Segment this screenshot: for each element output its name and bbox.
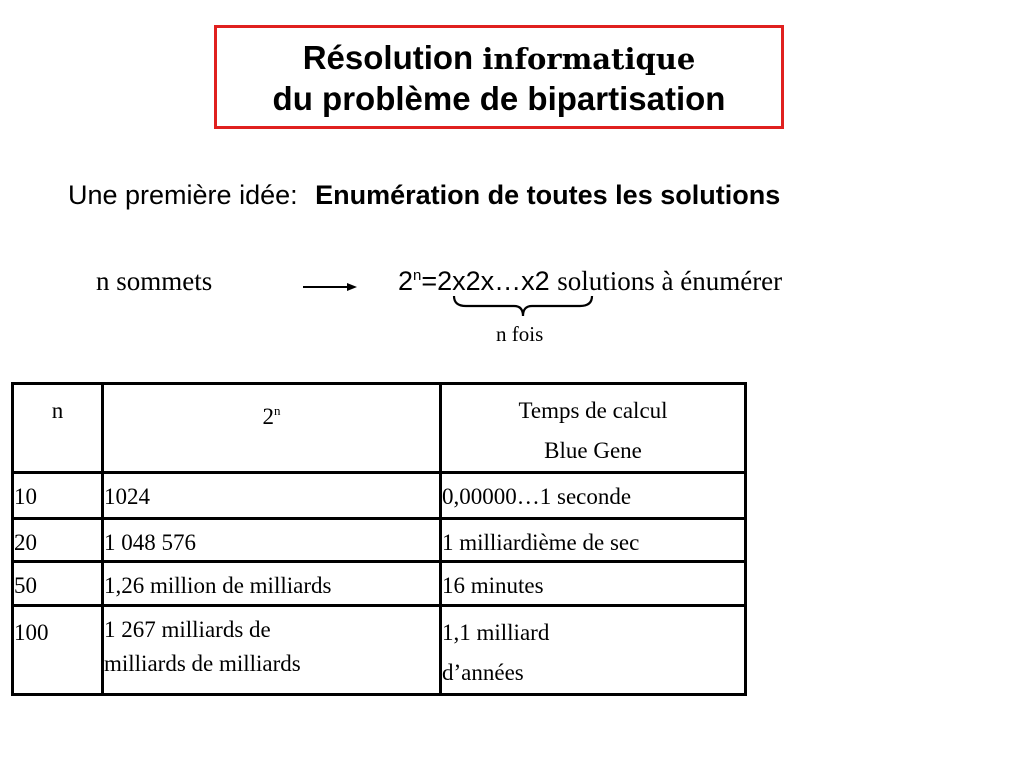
formula-product: =2x2x…x2 xyxy=(421,266,550,296)
title-emphasis: informatique xyxy=(482,42,696,76)
cell-n: 20 xyxy=(13,519,103,562)
table-row xyxy=(13,606,746,695)
cell-time xyxy=(441,606,746,695)
subtitle xyxy=(68,180,780,211)
table-row xyxy=(13,562,746,606)
formula-base: 2 xyxy=(398,266,414,296)
formula-exponent: n xyxy=(413,267,422,284)
cell-time: 16 minutes xyxy=(441,562,746,606)
cell-power-line2: milliards de milliards xyxy=(104,651,301,676)
header-power-base: 2 xyxy=(262,404,274,429)
complexity-table xyxy=(11,382,747,696)
subtitle-emphasis: Enumération de toutes les solutions xyxy=(315,180,781,210)
right-arrow-icon xyxy=(303,282,357,292)
header-power-exp: n xyxy=(274,403,281,418)
header-time-line2: Blue Gene xyxy=(544,438,642,463)
table-header-row xyxy=(13,384,746,473)
brace-label: n fois xyxy=(496,322,544,346)
formula-suffix: solutions à énumérer xyxy=(557,266,783,296)
cell-time: 0,00000…1 seconde xyxy=(441,473,746,519)
cell-power: 1,26 million de milliards xyxy=(103,562,441,606)
cell-n: 50 xyxy=(13,562,103,606)
header-time-line1: Temps de calcul xyxy=(518,398,668,423)
header-time xyxy=(441,384,746,473)
title-box xyxy=(214,25,784,129)
cell-n: 100 xyxy=(13,606,103,695)
header-n: n xyxy=(13,384,103,473)
cell-time-line2: d’années xyxy=(442,660,524,685)
cell-time-line1: 1,1 milliard xyxy=(442,620,550,645)
cell-n: 10 xyxy=(13,473,103,519)
table-row xyxy=(13,519,746,562)
cell-power xyxy=(103,606,441,695)
cell-power: 1 048 576 xyxy=(103,519,441,562)
formula-left: n sommets xyxy=(96,266,213,296)
title-line-1 xyxy=(217,38,781,79)
cell-time: 1 milliardième de sec xyxy=(441,519,746,562)
table-row xyxy=(13,473,746,519)
formula-expression xyxy=(398,266,782,297)
title-regular: Résolution xyxy=(302,39,474,76)
underbrace-icon xyxy=(452,294,594,318)
title-line-2: du problème de bipartisation xyxy=(272,80,726,117)
header-power xyxy=(103,384,441,473)
cell-power-line1: 1 267 milliards de xyxy=(104,617,271,642)
subtitle-prefix: Une première idée: xyxy=(68,180,298,210)
cell-power: 1024 xyxy=(103,473,441,519)
